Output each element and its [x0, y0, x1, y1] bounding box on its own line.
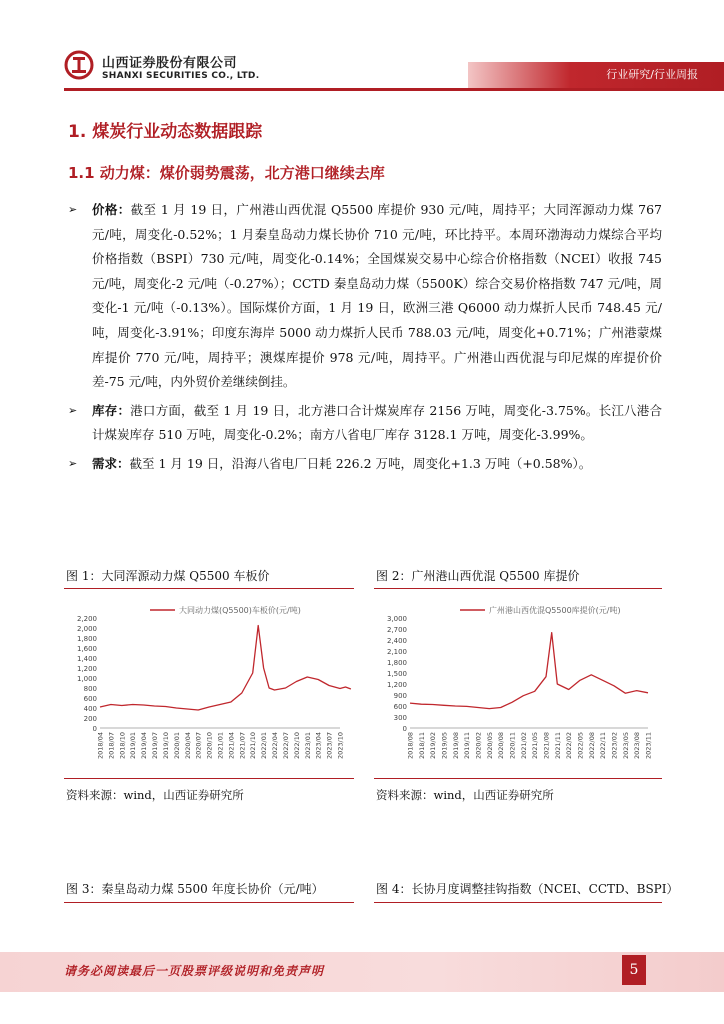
y-tick-label: 0 [92, 725, 97, 733]
y-tick-label: 1,800 [76, 635, 97, 643]
y-tick-label: 2,000 [76, 625, 97, 633]
y-tick-label: 300 [393, 714, 407, 722]
x-tick-label: 2020/08 [497, 732, 506, 760]
x-tick-label: 2023/07 [325, 732, 334, 760]
x-tick-label: 2021/10 [249, 732, 258, 760]
x-tick-label: 2018/10 [118, 732, 127, 760]
x-tick-label: 2022/05 [576, 732, 585, 760]
x-tick-label: 2018/11 [417, 732, 426, 760]
legend-label: 广州港山西优混Q5500库提价(元/吨) [489, 606, 621, 615]
y-tick-label: 400 [83, 705, 97, 713]
figure-1-title: 图 1：大同浑源动力煤 Q5500 车板价 [66, 569, 270, 583]
x-tick-label: 2018/04 [96, 732, 105, 760]
x-tick-label: 2020/04 [183, 732, 192, 760]
x-tick-label: 2019/11 [463, 732, 472, 760]
figure-1-source: 资料来源：wind，山西证券研究所 [66, 788, 244, 802]
bullet-term: 需求： [92, 455, 130, 471]
x-tick-label: 2023/10 [336, 732, 345, 760]
shanxi-securities-logo-icon [64, 50, 94, 80]
x-tick-label: 2019/01 [129, 732, 138, 760]
x-tick-label: 2023/01 [303, 732, 312, 760]
figure-1-chart [64, 596, 354, 771]
x-tick-label: 2021/01 [216, 732, 225, 760]
y-tick-label: 2,700 [386, 626, 407, 634]
x-tick-label: 2020/02 [474, 732, 483, 760]
x-tick-label: 2023/05 [621, 732, 630, 760]
y-tick-label: 1,500 [386, 670, 407, 678]
x-tick-label: 2023/08 [633, 732, 642, 760]
x-tick-label: 2021/11 [553, 732, 562, 760]
x-tick-label: 2019/05 [440, 732, 449, 760]
figure-2-chart-svg [374, 596, 662, 771]
bullet-inventory [68, 399, 662, 448]
figure-1-rule [64, 588, 354, 589]
x-tick-label: 2019/10 [161, 732, 170, 760]
y-tick-label: 1,800 [386, 659, 407, 667]
x-tick-label: 2022/02 [565, 732, 574, 760]
x-tick-label: 2022/04 [271, 732, 280, 760]
y-tick-label: 2,100 [386, 648, 407, 656]
figure-2-chart [374, 596, 662, 771]
figure-2-source: 资料来源：wind，山西证券研究所 [376, 788, 554, 802]
bullet-arrow-icon: ➢ [68, 203, 78, 216]
x-tick-label: 2019/08 [451, 732, 460, 760]
y-tick-label: 1,600 [76, 645, 97, 653]
bullet-term: 价格： [92, 202, 131, 217]
figure-2-rule-bottom [374, 778, 662, 779]
x-tick-label: 2020/11 [508, 732, 517, 760]
x-tick-label: 2021/05 [531, 732, 540, 760]
y-tick-label: 1,400 [76, 655, 97, 663]
x-tick-label: 2019/04 [140, 732, 149, 760]
y-tick-label: 800 [83, 685, 97, 693]
x-tick-label: 2022/08 [587, 732, 596, 760]
x-tick-label: 2020/07 [194, 732, 203, 760]
y-tick-label: 2,400 [386, 637, 407, 645]
x-tick-label: 2020/01 [172, 732, 181, 760]
company-name-cn: 山西证券股份有限公司 [102, 56, 238, 71]
footer-disclaimer: 请务必阅读最后一页股票评级说明和免责声明 [64, 964, 325, 978]
figure-3-title: 图 3：秦皇岛动力煤 5500 年度长协价（元/吨） [66, 882, 324, 896]
x-tick-label: 2021/07 [238, 732, 247, 760]
figure-3-rule [64, 902, 354, 903]
y-tick-label: 1,000 [76, 675, 97, 683]
bullet-price [68, 198, 662, 395]
bullet-text: 截至 1 月 19 日，沿海八省电厂日耗 226.2 万吨，周变化+1.3 万吨（+0.58%）。 [129, 455, 592, 471]
figure-1-chart-svg [64, 596, 354, 771]
header-divider [64, 88, 724, 91]
bullet-demand [68, 452, 662, 477]
figure-2-title: 图 2：广州港山西优混 Q5500 库提价 [376, 569, 580, 583]
figure-4-title: 图 4：长协月度调整挂钩指数（NCEI、CCTD、BSPI） [376, 882, 679, 896]
company-name-en: SHANXI SECURITIES CO., LTD. [102, 71, 260, 81]
x-tick-label: 2020/10 [205, 732, 214, 760]
series-line [100, 626, 351, 711]
x-tick-label: 2021/02 [519, 732, 528, 760]
y-tick-label: 900 [393, 692, 407, 700]
legend-label: 大同动力煤(Q5500)车板价(元/吨) [179, 606, 301, 615]
bullet-term: 库存： [92, 402, 131, 418]
y-tick-label: 2,200 [76, 615, 97, 623]
figure-1-rule-bottom [64, 778, 354, 779]
series-line [410, 633, 648, 709]
x-tick-label: 2023/04 [314, 732, 323, 760]
x-tick-label: 2021/04 [227, 732, 236, 760]
x-tick-label: 2021/08 [542, 732, 551, 760]
bullet-text: 港口方面，截至 1 月 19 日，北方港口合计煤炭库存 2156 万吨，周变化-3.75%。长江八港合计煤炭库存 510 万吨，周变化-0.2%；南方八省电厂库存 3128.1 万吨，周变化-3.99%。 [92, 402, 662, 443]
x-tick-label: 2018/07 [107, 732, 116, 760]
x-tick-label: 2023/02 [610, 732, 619, 760]
x-tick-label: 2022/01 [260, 732, 269, 760]
x-tick-label: 2022/07 [281, 732, 290, 760]
bullet-text: 截至 1 月 19 日，广州港山西优混 Q5500 库提价 930 元/吨，周持平；大同浑源动力煤 767 元/吨，周变化-0.52%；1 月秦皇岛动力煤长协价 710 元/吨，环比持平。本周环渤海动力煤综合平均价格指数（BSPI）730 元/吨，周变化-0.14%；全国煤炭交易中心综合价格指数（NCEI）收报 745 元/吨，周变化-2 元/吨（-0.27%）；CCTD 秦皇岛动力煤（5500K）综合交易价格指数 747 元/吨，周变化-1 元/吨（-0.13%）。国际煤价方面，1 月 19 日，欧洲三港 Q6000 动力煤折人民币 748.45 元/吨，周变化-3.91%；印度东海岸 5000 动力煤折人民币 788.03 元/吨，周变化+0.71%；广州港蒙煤库提价 770 元/吨，周持平；澳煤库提价 978 元/吨，周持平。广州港山西优混与印尼煤的库提价价差-75 元/吨，内外贸价差继续倒挂。 [92, 202, 662, 390]
y-tick-label: 1,200 [386, 681, 407, 689]
x-tick-label: 2018/08 [406, 732, 415, 760]
y-tick-label: 3,000 [386, 615, 407, 623]
bullet-list [68, 198, 662, 481]
x-tick-label: 2022/11 [599, 732, 608, 760]
section-heading: 1. 煤炭行业动态数据跟踪 [68, 122, 263, 142]
y-tick-label: 600 [393, 703, 407, 711]
y-tick-label: 0 [402, 725, 407, 733]
bullet-arrow-icon: ➢ [68, 403, 78, 417]
x-tick-label: 2019/02 [429, 732, 438, 760]
figure-2-rule [374, 588, 662, 589]
x-tick-label: 2023/11 [644, 732, 653, 760]
x-tick-label: 2022/10 [292, 732, 301, 760]
figure-4-rule [374, 902, 662, 903]
y-tick-label: 1,200 [76, 665, 97, 673]
subsection-heading: 1.1 动力煤：煤价弱势震荡，北方港口继续去库 [68, 164, 385, 182]
y-tick-label: 200 [83, 715, 97, 723]
x-tick-label: 2019/07 [151, 732, 160, 760]
y-tick-label: 600 [83, 695, 97, 703]
report-type-tag: 行业研究/行业周报 [606, 68, 698, 81]
bullet-arrow-icon: ➢ [68, 456, 78, 470]
x-tick-label: 2020/05 [485, 732, 494, 760]
page-number: 5 [622, 955, 646, 985]
